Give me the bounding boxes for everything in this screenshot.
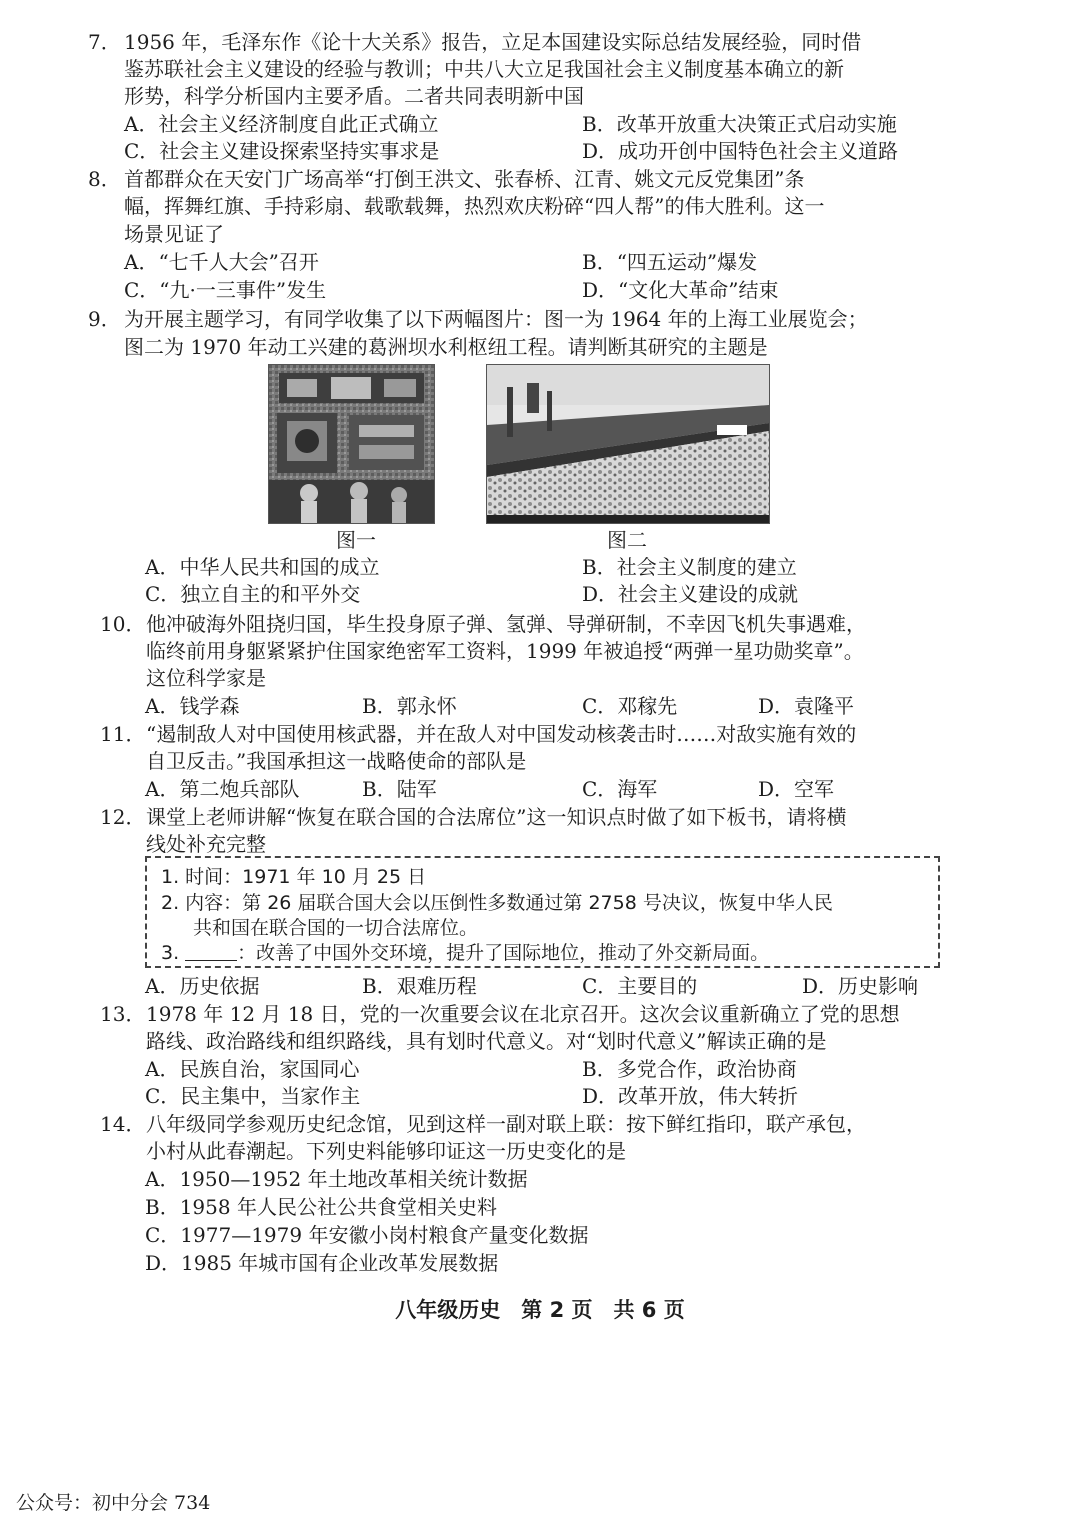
option-b: B．郭永怀 (362, 694, 457, 718)
option-a: A．“七千人大会”召开 (124, 250, 319, 274)
industrial-exhibition-image (269, 365, 434, 523)
question-number: 13． (100, 1002, 146, 1026)
question-number: 10． (100, 612, 146, 636)
question-stem-line: 他冲破海外阻挠归国，毕生投身原子弹、氢弹、导弹研制，不幸因飞机失事遇难， (146, 612, 866, 636)
option-d: D．1985 年城市国有企业改革发展数据 (145, 1251, 499, 1275)
option-b: B．1958 年人民公社公共食堂相关史料 (145, 1195, 497, 1219)
watermark-text: 公众号：初中分会 734 (16, 1492, 211, 1514)
option-b: B．艰难历程 (362, 974, 477, 998)
question-stem-line: 幅，挥舞红旗、手持彩扇、载歌载舞，热烈欢庆粉碎“四人帮”的伟大胜利。这一 (124, 194, 825, 218)
blackboard-notes-box (145, 856, 940, 968)
option-d: D．空军 (758, 777, 835, 801)
figure-2-photo (486, 364, 770, 524)
question-stem-line: “遏制敌人对中国使用核武器，并在敌人对中国发动核袭击时……对敌实施有效的 (146, 722, 857, 746)
board-line-time: 1. 时间：1971 年 10 月 25 日 (161, 866, 427, 888)
question-stem-line: 为开展主题学习，有同学收集了以下两幅图片：图一为 1964 年的上海工业展览会； (124, 307, 868, 331)
option-c: C．邓稼先 (582, 694, 678, 718)
figure-1-caption: 图一 (336, 528, 376, 552)
question-stem-line: 形势，科学分析国内主要矛盾。二者共同表明新中国 (124, 84, 584, 108)
question-stem-line: 小村从此春潮起。下列史料能够印证这一历史变化的是 (146, 1139, 626, 1163)
question-number: 11． (100, 722, 146, 746)
question-stem-line: 临终前用身躯紧紧护住国家绝密军工资料，1999 年被追授“两弹一星功勋奖章”。 (146, 639, 864, 663)
question-stem-line: 八年级同学参观历史纪念馆，见到这样一副对联上联：按下鲜红指印，联产承包， (146, 1112, 866, 1136)
option-d: D．改革开放，伟大转折 (582, 1084, 799, 1108)
option-b: B．多党合作，政治协商 (582, 1057, 797, 1081)
option-c: C．社会主义建设探索坚持实事求是 (124, 139, 440, 163)
question-stem-line: 1978 年 12 月 18 日，党的一次重要会议在北京召开。这次会议重新确立了党的思想 (146, 1002, 900, 1026)
option-d: D．历史影响 (802, 974, 919, 998)
question-number: 7． (88, 30, 121, 54)
question-stem-line: 1956 年，毛泽东作《论十大关系》报告，立足本国建设实际总结发展经验，同时借 (124, 30, 862, 54)
option-d: D．袁隆平 (758, 694, 855, 718)
option-c: C．海军 (582, 777, 658, 801)
question-stem-line: 场景见证了 (124, 222, 224, 246)
option-a: A．1950—1952 年土地改革相关统计数据 (145, 1167, 528, 1191)
page-footer: 八年级历史 第 2 页 共 6 页 (395, 1298, 685, 1322)
question-stem-line: 这位科学家是 (146, 666, 266, 690)
figure-1-photo (268, 364, 435, 524)
option-a: A．钱学森 (145, 694, 240, 718)
question-stem-line: 首都群众在天安门广场高举“打倒王洪文、张春桥、江青、姚文元反党集团”条 (124, 167, 805, 191)
question-stem-line: 路线、政治路线和组织路线，具有划时代意义。对“划时代意义”解读正确的是 (146, 1029, 827, 1053)
question-stem-line: 图二为 1970 年动工兴建的葛洲坝水利枢纽工程。请判断其研究的主题是 (124, 335, 768, 359)
question-number: 9． (88, 307, 121, 331)
option-a: A．第二炮兵部队 (145, 777, 300, 801)
option-c: C．独立自主的和平外交 (145, 582, 361, 606)
board-line-number: 3. (161, 942, 186, 964)
option-d: D．成功开创中国特色社会主义道路 (582, 139, 899, 163)
option-a: A．历史依据 (145, 974, 260, 998)
option-b: B．“四五运动”爆发 (582, 250, 758, 274)
question-number: 14． (100, 1112, 146, 1136)
option-d: D．社会主义建设的成就 (582, 582, 799, 606)
option-d: D．“文化大革命”结束 (582, 278, 779, 302)
board-line-text: ：改善了中国外交环境，提升了国际地位，推动了外交新局面。 (237, 942, 770, 964)
question-stem-line: 线处补充完整 (146, 832, 266, 856)
option-c: C．“九·一三事件”发生 (124, 278, 327, 302)
option-b: B．改革开放重大决策正式启动实施 (582, 112, 897, 136)
option-a: A．社会主义经济制度自此正式确立 (124, 112, 439, 136)
option-b: B．陆军 (362, 777, 437, 801)
option-c: C．民主集中，当家作主 (145, 1084, 361, 1108)
question-stem-line: 鉴苏联社会主义建设的经验与教训；中共八大立足我国社会主义制度基本确立的新 (124, 57, 844, 81)
option-c: C．主要目的 (582, 974, 698, 998)
board-line-content: 2. 内容：第 26 届联合国大会以压倒性多数通过第 2758 号决议，恢复中华人民 (161, 892, 833, 914)
question-stem-line: 自卫反击。”我国承担这一战略使命的部队是 (146, 749, 527, 773)
option-c: C．1977—1979 年安徽小岗村粮食产量变化数据 (145, 1223, 589, 1247)
fill-in-blank (185, 942, 237, 961)
board-line-content-cont: 共和国在联合国的一切合法席位。 (193, 917, 479, 939)
question-number: 8． (88, 167, 121, 191)
option-a: A．民族自治，家国同心 (145, 1057, 360, 1081)
question-number: 12． (100, 805, 146, 829)
question-stem-line: 课堂上老师讲解“恢复在联合国的合法席位”这一知识点时做了如下板书，请将横 (146, 805, 847, 829)
board-line-blank (161, 940, 769, 966)
figure-2-caption: 图二 (607, 528, 647, 552)
gezhouba-dam-image (487, 365, 769, 523)
option-b: B．社会主义制度的建立 (582, 555, 797, 579)
option-a: A．中华人民共和国的成立 (145, 555, 380, 579)
